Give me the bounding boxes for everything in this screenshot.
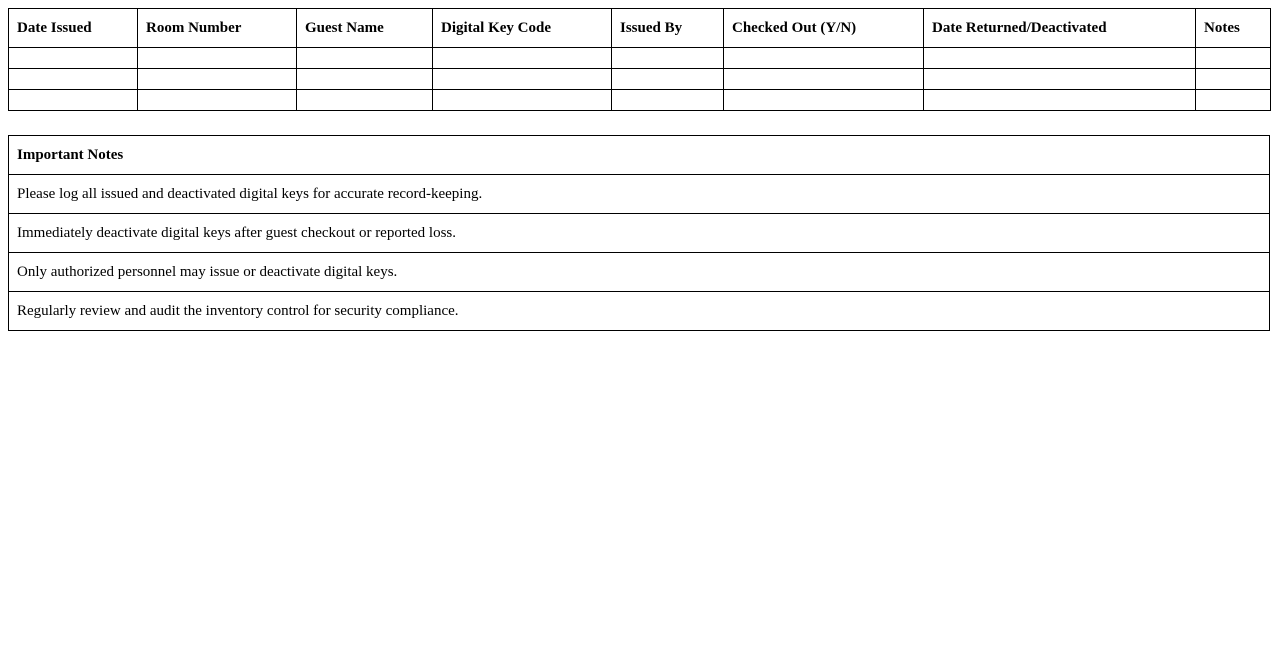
table-row	[9, 48, 1271, 69]
table-cell[interactable]	[724, 48, 924, 69]
table-cell[interactable]	[1196, 48, 1271, 69]
table-row	[9, 90, 1271, 111]
digital-key-inventory-table	[8, 8, 1271, 111]
header-notes: Notes	[1196, 9, 1271, 48]
note-text: Immediately deactivate digital keys after guest checkout or reported loss.	[9, 214, 1270, 253]
table-cell[interactable]	[9, 48, 138, 69]
table-cell[interactable]	[612, 90, 724, 111]
table-cell[interactable]	[924, 48, 1196, 69]
table-cell[interactable]	[138, 69, 297, 90]
table-cell[interactable]	[724, 90, 924, 111]
notes-header-row	[9, 136, 1270, 175]
header-issued-by: Issued By	[612, 9, 724, 48]
table-cell[interactable]	[924, 69, 1196, 90]
table-cell[interactable]	[297, 48, 433, 69]
header-checked-out: Checked Out (Y/N)	[724, 9, 924, 48]
table-cell[interactable]	[433, 90, 612, 111]
header-guest-name: Guest Name	[297, 9, 433, 48]
table-cell[interactable]	[1196, 90, 1271, 111]
important-notes-table	[8, 135, 1270, 331]
table-cell[interactable]	[297, 69, 433, 90]
table-cell[interactable]	[1196, 69, 1271, 90]
list-item	[9, 292, 1270, 331]
important-notes-title: Important Notes	[9, 136, 1270, 175]
table-cell[interactable]	[9, 69, 138, 90]
note-text: Only authorized personnel may issue or deactivate digital keys.	[9, 253, 1270, 292]
note-text: Regularly review and audit the inventory control for security compliance.	[9, 292, 1270, 331]
table-cell[interactable]	[138, 90, 297, 111]
header-room-number: Room Number	[138, 9, 297, 48]
table-cell[interactable]	[138, 48, 297, 69]
header-digital-key-code: Digital Key Code	[433, 9, 612, 48]
list-item	[9, 214, 1270, 253]
table-cell[interactable]	[9, 90, 138, 111]
table-cell[interactable]	[612, 69, 724, 90]
table-cell[interactable]	[433, 69, 612, 90]
table-cell[interactable]	[612, 48, 724, 69]
table-cell[interactable]	[297, 90, 433, 111]
header-date-returned: Date Returned/Deactivated	[924, 9, 1196, 48]
header-date-issued: Date Issued	[9, 9, 138, 48]
table-cell[interactable]	[433, 48, 612, 69]
table-header-row	[9, 9, 1271, 48]
note-text: Please log all issued and deactivated digital keys for accurate record-keeping.	[9, 175, 1270, 214]
table-cell[interactable]	[924, 90, 1196, 111]
table-row	[9, 69, 1271, 90]
table-cell[interactable]	[724, 69, 924, 90]
list-item	[9, 175, 1270, 214]
list-item	[9, 253, 1270, 292]
